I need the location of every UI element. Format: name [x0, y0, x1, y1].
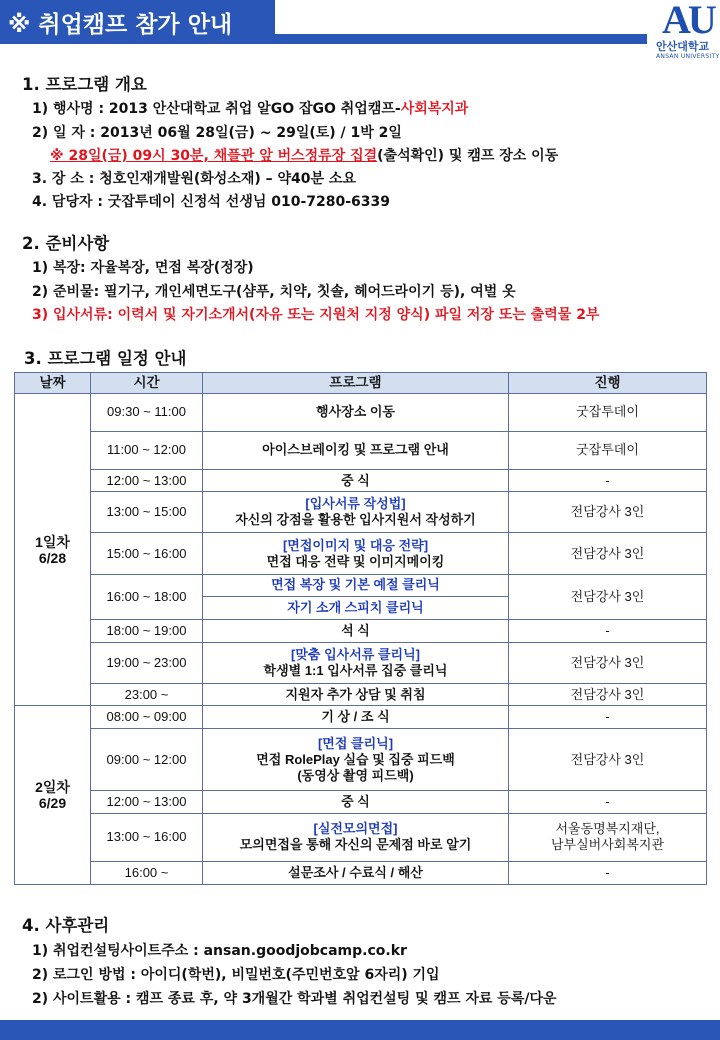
time-cell: 23:00 ~ [91, 683, 203, 706]
time-cell: 13:00 ~ 15:00 [91, 492, 203, 533]
followup-site: 1) 취업컨설팅사이트주소 : ansan.goodjobcamp.co.kr [32, 943, 407, 959]
table-row [15, 533, 707, 574]
program-note: (동영상 촬영 피드백) [297, 767, 414, 783]
lead-line-2: 남부실버사회복지관 [550, 837, 665, 853]
overview-event-name [32, 98, 468, 118]
followup-login: 2) 로그인 방법 : 아이디(학번), 비밀번호(주민번호앞 6자리) 기입 [32, 967, 440, 983]
table-row [15, 469, 707, 492]
header-rule [275, 34, 647, 44]
program-cell: 지원자 추가 상담 및 취침 [203, 683, 509, 706]
time-cell: 16:00 ~ 18:00 [91, 574, 203, 619]
table-row [15, 790, 707, 813]
lead-cell: 굿잡투데이 [509, 431, 707, 469]
program-cell [203, 642, 509, 683]
program-cell: 아이스브레이킹 및 프로그램 안내 [203, 431, 509, 469]
lead-cell: 전담강사 3인 [509, 492, 707, 533]
section-2-title: 2. 준비사항 [22, 234, 110, 253]
program-cell: 기 상 / 조 식 [203, 706, 509, 729]
table-row [15, 619, 707, 642]
lead-cell [509, 813, 707, 862]
col-header-lead: 진행 [509, 373, 707, 394]
program-cell: 행사장소 이동 [203, 394, 509, 432]
table-row [15, 431, 707, 469]
table-row [15, 862, 707, 885]
footer-band [0, 1020, 720, 1040]
program-detail: 자신의 강점을 활용한 입사지원서 작성하기 [235, 512, 476, 528]
lead-cell: 전담강사 3인 [509, 683, 707, 706]
lead-cell: - [509, 469, 707, 492]
table-row [15, 394, 707, 432]
meeting-point-notice: ※ 28일(금) 09시 30분, 채플관 앞 버스정류장 집결 [50, 148, 378, 164]
lead-cell: 전담강사 3인 [509, 642, 707, 683]
program-cell: 자기 소개 스피치 클리닉 [203, 597, 509, 620]
program-heading: [실전모의면접] [313, 821, 398, 837]
event-name-text: 1) 행사명 : 2013 안산대학교 취업 알GO 잡GO 취업캠프- [32, 101, 401, 117]
lead-cell: - [509, 862, 707, 885]
col-header-time: 시간 [91, 373, 203, 394]
time-cell: 11:00 ~ 12:00 [91, 431, 203, 469]
time-cell: 12:00 ~ 13:00 [91, 469, 203, 492]
prep-supplies: 2) 준비물: 필기구, 개인세면도구(샴푸, 치약, 칫솔, 헤어드라이기 등), 여벌 옷 [32, 284, 516, 300]
program-detail: 모의면접을 통해 자신의 문제점 바로 알기 [239, 837, 472, 853]
header-band [0, 0, 720, 52]
overview-date: 2) 일 자 : 2013년 06월 28일(금) ~ 29일(토) / 1박 2일 [32, 125, 402, 141]
lead-line-1: 서울동명복지재단, [555, 821, 660, 837]
time-cell: 08:00 ~ 09:00 [91, 706, 203, 729]
col-header-program: 프로그램 [203, 373, 509, 394]
time-cell: 19:00 ~ 23:00 [91, 642, 203, 683]
program-cell [203, 813, 509, 862]
page-title: ※ 취업캠프 참가 안내 [8, 12, 233, 38]
lead-cell: - [509, 790, 707, 813]
program-heading: [입사서류 작성법] [305, 496, 406, 512]
time-cell: 15:00 ~ 16:00 [91, 533, 203, 574]
program-detail: 면접 대응 전략 및 이미지메이킹 [266, 553, 445, 569]
overview-contact: 4. 담당자 : 굿잡투데이 신정석 선생님 010-7280-6339 [32, 194, 391, 210]
day-1-cell [15, 394, 91, 706]
lead-cell: 전담강사 3인 [509, 574, 707, 619]
overview-location: 3. 장 소 : 청호인재개발원(화성소재) – 약40분 소요 [32, 171, 356, 187]
day-2-date: 6/29 [38, 795, 67, 812]
table-header-row [15, 373, 707, 394]
day-2-label: 2일차 [35, 779, 70, 796]
day-2-cell [15, 706, 91, 885]
section-3-title: 3. 프로그램 일정 안내 [24, 349, 187, 368]
event-department: 사회복지과 [400, 101, 469, 117]
section-4-title: 4. 사후관리 [22, 916, 110, 935]
overview-meeting [50, 145, 558, 165]
logo-english-name: ANSAN UNIVERSITY [656, 53, 720, 60]
program-cell [203, 729, 509, 791]
program-heading: [맞춤 입사서류 클리닉] [291, 646, 420, 662]
table-row [15, 574, 707, 597]
lead-cell: 전담강사 3인 [509, 729, 707, 791]
table-row [15, 729, 707, 791]
program-cell: 중 식 [203, 469, 509, 492]
time-cell: 16:00 ~ [91, 862, 203, 885]
day-1-label: 1일차 [35, 533, 70, 550]
time-cell: 12:00 ~ 13:00 [91, 790, 203, 813]
time-cell: 13:00 ~ 16:00 [91, 813, 203, 862]
lead-cell: - [509, 706, 707, 729]
time-cell: 18:00 ~ 19:00 [91, 619, 203, 642]
col-header-date: 날짜 [15, 373, 91, 394]
lead-cell: - [509, 619, 707, 642]
program-detail: 학생별 1:1 입사서류 집중 클리닉 [263, 662, 448, 678]
table-row [15, 706, 707, 729]
program-cell: 면접 복장 및 기본 예절 클리닉 [203, 574, 509, 597]
meeting-point-followup: (출석확인) 및 캠프 장소 이동 [377, 148, 559, 164]
lead-cell: 전담강사 3인 [509, 533, 707, 574]
prep-documents: 3) 입사서류: 이력서 및 자기소개서(자유 또는 지원처 지정 양식) 파일 저장 또는 출력물 2부 [32, 307, 600, 323]
prep-attire: 1) 복장: 자율복장, 면접 복장(정장) [32, 260, 254, 276]
table-row [15, 492, 707, 533]
table-row [15, 683, 707, 706]
day-1-date: 6/28 [38, 549, 67, 566]
logo-korean-name: 안산대학교 [656, 40, 710, 53]
schedule-table [14, 372, 707, 885]
section-1-title: 1. 프로그램 개요 [22, 75, 147, 94]
time-cell: 09:00 ~ 12:00 [91, 729, 203, 791]
followup-usage: 2) 사이트활용 : 캠프 종료 후, 약 3개월간 학과별 취업컨설팅 및 캠프 자료 등록/다운 [32, 991, 557, 1007]
program-cell: 석 식 [203, 619, 509, 642]
program-cell [203, 492, 509, 533]
time-cell: 09:30 ~ 11:00 [91, 394, 203, 432]
table-row [15, 813, 707, 862]
program-heading: [면접이미지 및 대응 전략] [282, 537, 429, 553]
program-heading: [면접 클리닉] [317, 735, 394, 751]
logo-mark: AU [662, 0, 714, 42]
program-cell [203, 533, 509, 574]
program-cell: 설문조사 / 수료식 / 해산 [203, 862, 509, 885]
lead-cell: 굿잡투데이 [509, 394, 707, 432]
university-logo [650, 0, 720, 66]
program-detail: 면접 RolePlay 실습 및 집중 피드백 [256, 751, 455, 767]
table-row [15, 642, 707, 683]
program-cell: 중 식 [203, 790, 509, 813]
